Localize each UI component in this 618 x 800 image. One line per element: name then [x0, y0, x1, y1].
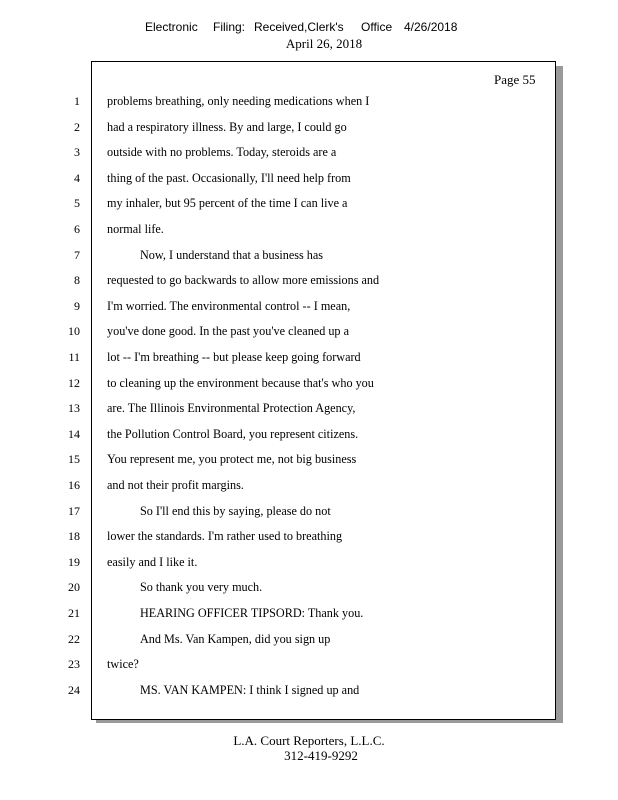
- line-number: 22: [68, 632, 80, 646]
- line-number: 14: [68, 427, 80, 441]
- footer-company: L.A. Court Reporters, L.L.C.: [233, 733, 385, 748]
- line-text: lot -- I'm breathing -- but please keep going forward: [107, 350, 361, 364]
- line-number: 24: [68, 683, 80, 697]
- line-text: thing of the past. Occasionally, I'll need help from: [107, 171, 351, 185]
- line-number: 11: [68, 350, 80, 364]
- line-text: you've done good. In the past you've cleaned up a: [107, 324, 349, 338]
- page-number: Page 55: [494, 72, 536, 87]
- stamp-received: Received,Clerk's: [254, 20, 344, 34]
- line-number: 20: [68, 580, 80, 594]
- line-text: I'm worried. The environmental control -- I mean,: [107, 299, 351, 313]
- line-number: 15: [68, 452, 80, 466]
- line-text: Now, I understand that a business has: [140, 248, 324, 262]
- line-text: outside with no problems. Today, steroids are a: [107, 145, 337, 159]
- line-number: 10: [68, 324, 80, 338]
- line-number: 21: [68, 606, 80, 620]
- electronic-filing-stamp: [0, 20, 618, 36]
- footer-phone: 312-419-9292: [284, 748, 358, 763]
- line-number: 3: [74, 145, 80, 159]
- line-text: So thank you very much.: [140, 580, 263, 594]
- line-text: lower the standards. I'm rather used to breathing: [107, 529, 343, 543]
- line-number: 4: [74, 171, 80, 185]
- line-number: 12: [68, 376, 80, 390]
- line-text: HEARING OFFICER TIPSORD: Thank you.: [140, 606, 364, 620]
- line-text: MS. VAN KAMPEN: I think I signed up and: [140, 683, 360, 697]
- line-text: easily and I like it.: [107, 555, 198, 569]
- line-number: 8: [74, 273, 80, 287]
- line-number: 17: [68, 504, 80, 518]
- line-text: So I'll end this by saying, please do not: [140, 504, 331, 518]
- hearing-date: April 26, 2018: [285, 36, 363, 51]
- line-text: to cleaning up the environment because that's who you: [107, 376, 374, 390]
- line-number: 13: [68, 401, 80, 415]
- line-text: normal life.: [107, 222, 164, 236]
- line-text: had a respiratory illness. By and large, I could go: [107, 120, 347, 134]
- line-number: 19: [68, 555, 80, 569]
- line-number: 1: [74, 94, 80, 108]
- stamp-electronic: Electronic: [145, 20, 198, 34]
- line-number: 5: [74, 196, 80, 210]
- line-text: requested to go backwards to allow more emissions and: [107, 273, 380, 287]
- line-number: 18: [68, 529, 80, 543]
- line-number: 23: [68, 657, 80, 671]
- line-text: twice?: [107, 657, 139, 671]
- line-text: problems breathing, only needing medications when I: [107, 94, 370, 108]
- line-text: and not their profit margins.: [107, 478, 244, 492]
- line-text: And Ms. Van Kampen, did you sign up: [140, 632, 331, 646]
- line-text: are. The Illinois Environmental Protection Agency,: [107, 401, 356, 415]
- line-number: 6: [74, 222, 80, 236]
- stamp-date: 4/26/2018: [404, 20, 458, 34]
- line-text: You represent me, you protect me, not big business: [107, 452, 357, 466]
- line-text: my inhaler, but 95 percent of the time I can live a: [107, 196, 348, 210]
- stamp-office: Office: [361, 20, 393, 34]
- stamp-filing: Filing:: [213, 20, 246, 34]
- line-number: 7: [74, 248, 80, 262]
- line-text: the Pollution Control Board, you represent citizens.: [107, 427, 359, 441]
- line-number: 9: [74, 299, 80, 313]
- line-number: 16: [68, 478, 80, 492]
- line-number: 2: [74, 120, 80, 134]
